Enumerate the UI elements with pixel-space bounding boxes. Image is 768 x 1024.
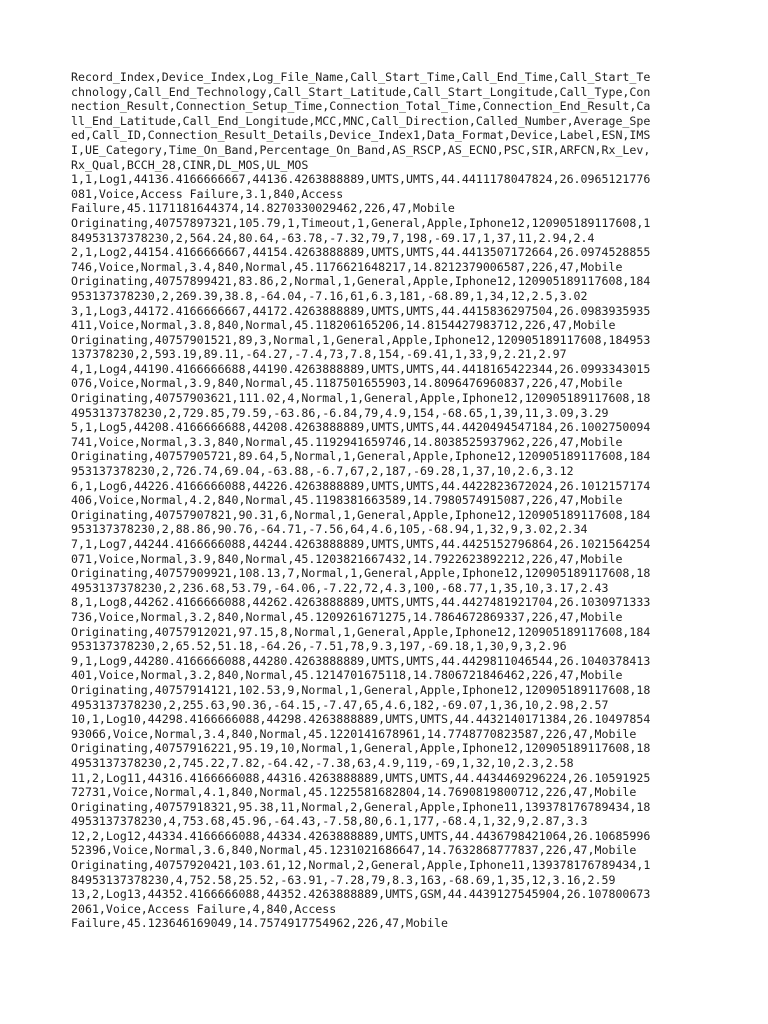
text-line: 071,Voice,Normal,3.9,840,Normal,45.1203821667432,14.7922623892212,226,47,Mobile: [71, 551, 623, 566]
text-line: 4953137378230,2,729.85,79.59,-63.86,-6.84,79,4.9,154,-68.65,1,39,11,3.09,3.29: [71, 405, 609, 420]
text-line: 406,Voice,Normal,4.2,840,Normal,45.1198381663589,14.7980574915087,226,47,Mobile: [71, 493, 623, 508]
text-line: 7,1,Log7,44244.4166666088,44244.4263888889,UMTS,UMTS,44.4425152796864,26.1021564254: [71, 537, 651, 551]
text-line: 953137378230,2,269.39,38.8,-64.04,-7.16,61,6.3,181,-68.89,1,34,12,2.5,3.02: [71, 288, 588, 303]
text-line: Record_Index,Device_Index,Log_File_Name,Call_Start_Time,Call_End_Time,Call_Start_Te: [71, 70, 651, 84]
text-line: 9,1,Log9,44280.4166666088,44280.4263888889,UMTS,UMTS,44.4429811046544,26.1040378413: [71, 653, 651, 668]
text-line: 401,Voice,Normal,3.2,840,Normal,45.1214701675118,14.7806721846462,226,47,Mobile: [71, 668, 623, 683]
text-line: Originating,40757916221,95.19,10,Normal,1,General,Apple,Iphone12,120905189117608,18: [71, 741, 651, 756]
text-line: Originating,40757903621,111.02,4,Normal,1,General,Apple,Iphone12,120905189117608,18: [71, 391, 651, 406]
text-line: Failure,45.1171181644374,14.8270330029462,226,47,Mobile: [71, 201, 455, 216]
text-line: 5,1,Log5,44208.4166666688,44208.4263888889,UMTS,UMTS,44.4420494547184,26.1002750094: [71, 420, 651, 435]
text-line: 4953137378230,2,255.63,90.36,-64.15,-7.47,65,4.6,182,-69.07,1,36,10,2.98,2.57: [71, 697, 609, 712]
text-line: 953137378230,2,726.74,69.04,-63.88,-6.7,67,2,187,-69.28,1,37,10,2.6,3.12: [71, 464, 574, 479]
document-text: [71, 70, 701, 931]
text-line: 736,Voice,Normal,3.2,840,Normal,45.1209261671275,14.7864672869337,226,47,Mobile: [71, 609, 623, 624]
text-line: 137378230,2,593.19,89.11,-64.27,-7.4,73,7.8,154,-69.41,1,33,9,2.21,2.97: [71, 347, 567, 362]
text-line: ll_End_Latitude,Call_End_Longitude,MCC,MNC,Call_Direction,Called_Number,Average_Spe: [71, 113, 651, 128]
text-line: Originating,40757899421,83.86,2,Normal,1,General,Apple,Iphone12,120905189117608,184: [71, 274, 651, 289]
text-line: 2,1,Log2,44154.4166666667,44154.4263888889,UMTS,UMTS,44.4413507172664,26.0974528855: [71, 245, 651, 260]
text-line: Originating,40757909921,108.13,7,Normal,1,General,Apple,Iphone12,120905189117608,18: [71, 566, 651, 581]
text-line: I,UE_Category,Time_On_Band,Percentage_On_Band,AS_RSCP,AS_ECNO,PSC,SIR,ARFCN,Rx_Lev,: [71, 142, 651, 157]
text-line: 411,Voice,Normal,3.8,840,Normal,45.118206165206,14.8154427983712,226,47,Mobile: [71, 318, 616, 333]
text-line: Originating,40757901521,89,3,Normal,1,General,Apple,Iphone12,120905189117608,184953: [71, 332, 651, 347]
text-line: 52396,Voice,Normal,3.6,840,Normal,45.1231021686647,14.7632868777837,226,47,Mobile: [71, 843, 637, 858]
text-line: Originating,40757907821,90.31,6,Normal,1,General,Apple,Iphone12,120905189117608,184: [71, 507, 651, 522]
text-line: nection_Result,Connection_Setup_Time,Connection_Total_Time,Connection_End_Result,Ca: [71, 99, 651, 114]
text-line: 1,1,Log1,44136.4166666667,44136.4263888889,UMTS,UMTS,44.4411178047824,26.0965121776: [71, 172, 651, 187]
text-line: 12,2,Log12,44334.4166666088,44334.4263888889,UMTS,UMTS,44.4436798421064,26.10685996: [71, 828, 651, 843]
text-line: 8,1,Log8,44262.4166666088,44262.4263888889,UMTS,UMTS,44.4427481921704,26.1030971333: [71, 595, 651, 610]
text-line: Originating,40757914121,102.53,9,Normal,1,General,Apple,Iphone12,120905189117608,18: [71, 682, 651, 697]
text-line: 2061,Voice,Access Failure,4,840,Access: [71, 901, 337, 916]
text-line: Rx_Qual,BCCH_28,CINR,DL_MOS,UL_MOS: [71, 157, 309, 172]
text-line: 076,Voice,Normal,3.9,840,Normal,45.1187501655903,14.8096476960837,226,47,Mobile: [71, 376, 623, 391]
text-line: 4,1,Log4,44190.4166666688,44190.4263888889,UMTS,UMTS,44.4418165422344,26.0993343015: [71, 361, 651, 376]
text-line: 13,2,Log13,44352.4166666088,44352.4263888889,UMTS,GSM,44.4439127545904,26.107800673: [71, 887, 651, 902]
text-line: 84953137378230,4,752.58,25.52,-63.91,-7.28,79,8.3,163,-68.69,1,35,12,3.16,2.59: [71, 872, 616, 887]
text-line: 10,1,Log10,44298.4166666088,44298.4263888889,UMTS,UMTS,44.4432140171384,26.10497854: [71, 712, 651, 727]
text-line: 741,Voice,Normal,3.3,840,Normal,45.1192941659746,14.8038525937962,226,47,Mobile: [71, 434, 623, 449]
text-line: 93066,Voice,Normal,3.4,840,Normal,45.1220141678961,14.7748770823587,226,47,Mobile: [71, 726, 637, 741]
text-line: 84953137378230,2,564.24,80.64,-63.78,-7.32,79,7,198,-69.17,1,37,11,2.94,2.4: [71, 230, 595, 245]
text-line: 6,1,Log6,44226.4166666088,44226.4263888889,UMTS,UMTS,44.4422823672024,26.1012157174: [71, 478, 651, 493]
text-line: 4953137378230,4,753.68,45.96,-64.43,-7.58,80,6.1,177,-68.4,1,32,9,2.87,3.3: [71, 814, 588, 829]
text-line: 4953137378230,2,236.68,53.79,-64.06,-7.22,72,4.3,100,-68.77,1,35,10,3.17,2.43: [71, 580, 609, 595]
text-line: 081,Voice,Access Failure,3.1,840,Access: [71, 186, 344, 201]
text-line: Originating,40757912021,97.15,8,Normal,1,General,Apple,Iphone12,120905189117608,184: [71, 624, 651, 639]
text-line: 3,1,Log3,44172.4166666667,44172.4263888889,UMTS,UMTS,44.4415836297504,26.0983935935: [71, 303, 651, 318]
text-line: Originating,40757920421,103.61,12,Normal,2,General,Apple,Iphone11,139378176789434,1: [71, 858, 651, 873]
text-line: 953137378230,2,65.52,51.18,-64.26,-7.51,78,9.3,197,-69.18,1,30,9,3,2.96: [71, 639, 567, 654]
text-line: 4953137378230,2,745.22,7.82,-64.42,-7.38,63,4.9,119,-69,1,32,10,2.3,2.58: [71, 755, 574, 770]
text-line: 72731,Voice,Normal,4.1,840,Normal,45.1225581682804,14.7690819800712,226,47,Mobile: [71, 785, 637, 800]
text-line: Failure,45.123646169049,14.7574917754962,226,47,Mobile: [71, 916, 448, 931]
text-line: 746,Voice,Normal,3.4,840,Normal,45.1176621648217,14.8212379006587,226,47,Mobile: [71, 259, 623, 274]
text-line: ed,Call_ID,Connection_Result_Details,Device_Index1,Data_Format,Device,Label,ESN,IMS: [71, 128, 651, 143]
text-line: chnology,Call_End_Technology,Call_Start_Latitude,Call_Start_Longitude,Call_Type,Con: [71, 84, 651, 99]
text-line: 953137378230,2,88.86,90.76,-64.71,-7.56,64,4.6,105,-68.94,1,32,9,3.02,2.34: [71, 522, 588, 537]
text-line: Originating,40757905721,89.64,5,Normal,1,General,Apple,Iphone12,120905189117608,184: [71, 449, 651, 464]
text-line: Originating,40757897321,105.79,1,Timeout,1,General,Apple,Iphone12,120905189117608,1: [71, 215, 651, 230]
text-line: 11,2,Log11,44316.4166666088,44316.4263888889,UMTS,UMTS,44.4434469296224,26.10591925: [71, 770, 651, 785]
text-line: Originating,40757918321,95.38,11,Normal,2,General,Apple,Iphone11,139378176789434,18: [71, 799, 651, 814]
